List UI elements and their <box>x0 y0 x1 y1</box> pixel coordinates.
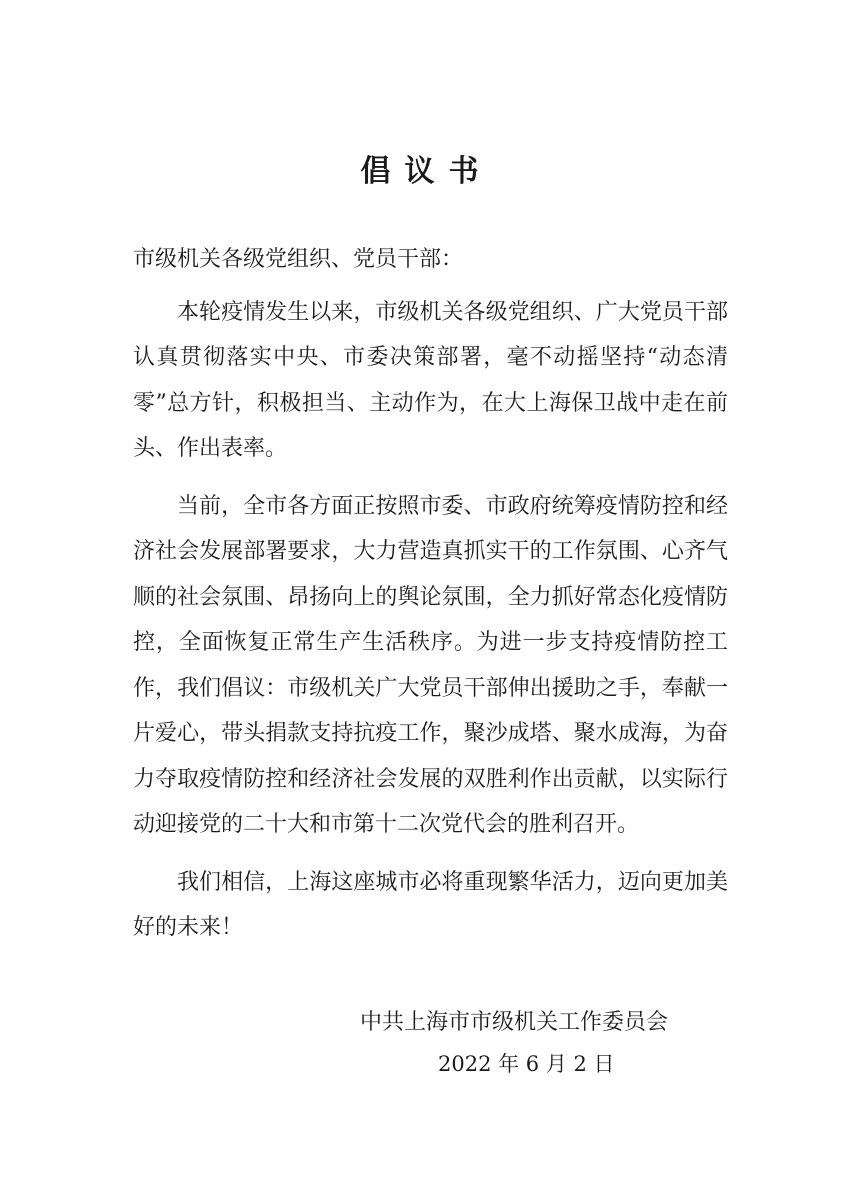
document-title: 倡议书 <box>360 154 493 189</box>
paragraph-1: 本轮疫情发生以来，市级机关各级党组织、广大党员干部认真贯彻落实中央、市委决策部署，毫不动摇坚持“动态清零”总方针，积极担当、主动作为，在大上海保卫战中走在前头、作出表率。 <box>133 299 728 461</box>
signature-date: 2022 年 6 月 2 日 <box>438 1052 615 1076</box>
paragraph-3: 我们相信，上海这座城市必将重现繁华活力，迈向更加美好的未来！ <box>133 869 728 940</box>
paragraph-2: 当前，全市各方面正按照市委、市政府统筹疫情防控和经济社会发展部署要求，大力营造真抓实干的工作氛围、心齐气顺的社会氛围、昂扬向上的舆论氛围，全力抓好常态化疫情防控，全面恢复正常生产生活秩序。为进一步支持疫情防控工作，我们倡议：市级机关广大党员干部伸出援助之手，奉献一片爱心，带头捐款支持抗疫工作，聚沙成塔、聚水成海，为奋力夺取疫情防控和经济社会发展的双胜利作出贡献，以实际行动迎接党的二十大和市第十二次党代会的胜利召开。 <box>133 493 728 837</box>
salutation: 市级机关各级党组织、党员干部： <box>133 247 464 272</box>
signature-organization: 中共上海市市级机关工作委员会 <box>360 1010 669 1035</box>
document-body <box>133 237 728 961</box>
